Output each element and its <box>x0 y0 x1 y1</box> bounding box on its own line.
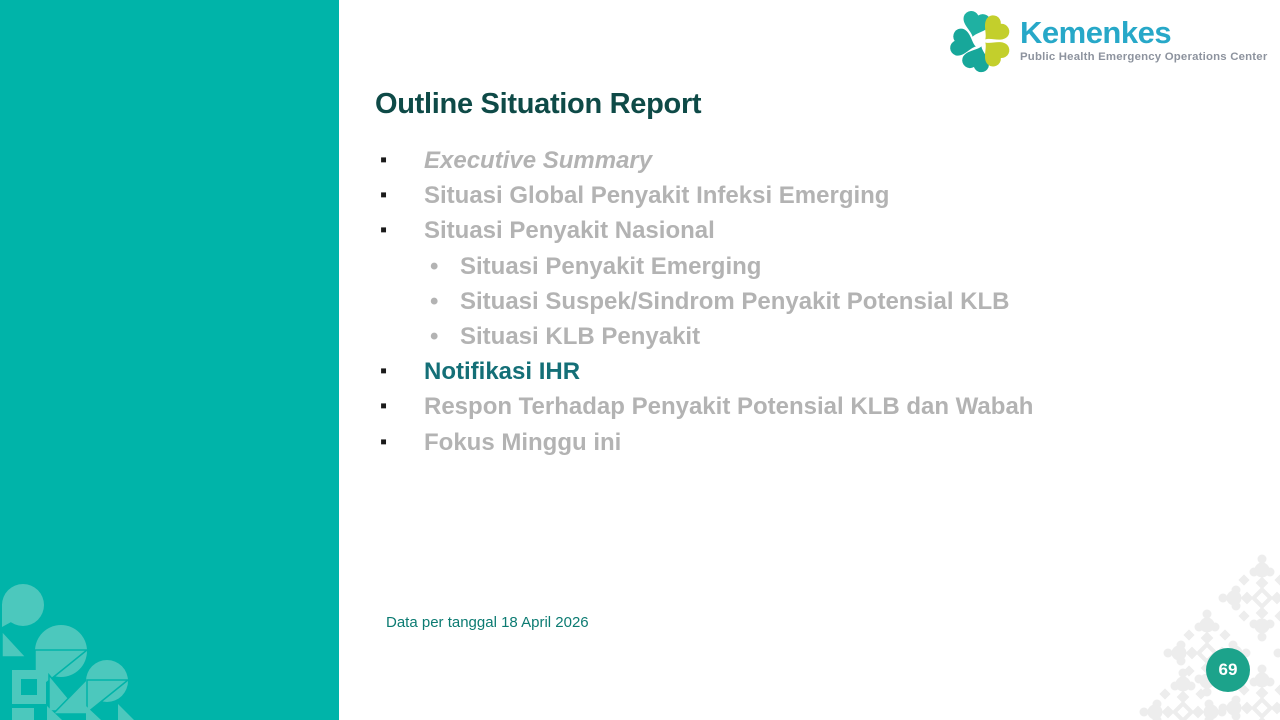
outline-item <box>375 178 1205 213</box>
outline-item-label: Situasi Penyakit Nasional <box>424 217 715 245</box>
bullet-square-icon: ▪ <box>380 395 388 418</box>
bullet-dot-icon: • <box>430 322 439 350</box>
outline-item <box>375 213 1205 248</box>
outline-item-label: Situasi KLB Penyakit <box>460 322 701 350</box>
bullet-square-icon: ▪ <box>380 430 388 453</box>
logo <box>948 6 1267 74</box>
page-number-badge: 69 <box>1206 648 1250 692</box>
logo-subtitle: Public Health Emergency Operations Center <box>1020 51 1268 64</box>
outline-item <box>375 425 1205 460</box>
page-title: Outline Situation Report <box>375 88 702 120</box>
footer-date: Data per tanggal 18 April 2026 <box>386 614 589 631</box>
outline-item-label: Executive Summary <box>424 147 653 174</box>
outline-item-label: Situasi Penyakit Emerging <box>460 252 762 280</box>
bullet-dot-icon: • <box>430 252 439 280</box>
outline-list <box>375 143 1205 460</box>
outline-item-label: Fokus Minggu ini <box>424 428 622 456</box>
bullet-square-icon: ▪ <box>380 219 388 242</box>
outline-item <box>375 389 1205 424</box>
bullet-square-icon: ▪ <box>380 360 388 383</box>
outline-item-label: Notifikasi IHR <box>424 358 581 386</box>
bullet-square-icon: ▪ <box>380 149 388 171</box>
sidebar-accent-panel <box>0 0 339 720</box>
bullet-dot-icon: • <box>430 287 439 315</box>
outline-item <box>375 249 1205 284</box>
outline-item <box>375 319 1205 354</box>
sidebar-decorative-shapes-icon <box>0 580 140 720</box>
kemenkes-flower-icon <box>948 6 1014 74</box>
bullet-square-icon: ▪ <box>380 184 388 207</box>
corner-ornament-pattern-icon <box>1080 545 1280 720</box>
outline-item-label: Situasi Suspek/Sindrom Penyakit Potensial KLB <box>460 287 1010 315</box>
outline-item-label: Situasi Global Penyakit Infeksi Emerging <box>424 182 890 210</box>
outline-item <box>375 284 1205 319</box>
outline-item-label: Respon Terhadap Penyakit Potensial KLB dan Wabah <box>424 393 1034 421</box>
outline-item <box>375 354 1205 389</box>
logo-brand: Kemenkes <box>1020 14 1172 50</box>
outline-item <box>375 143 1205 178</box>
